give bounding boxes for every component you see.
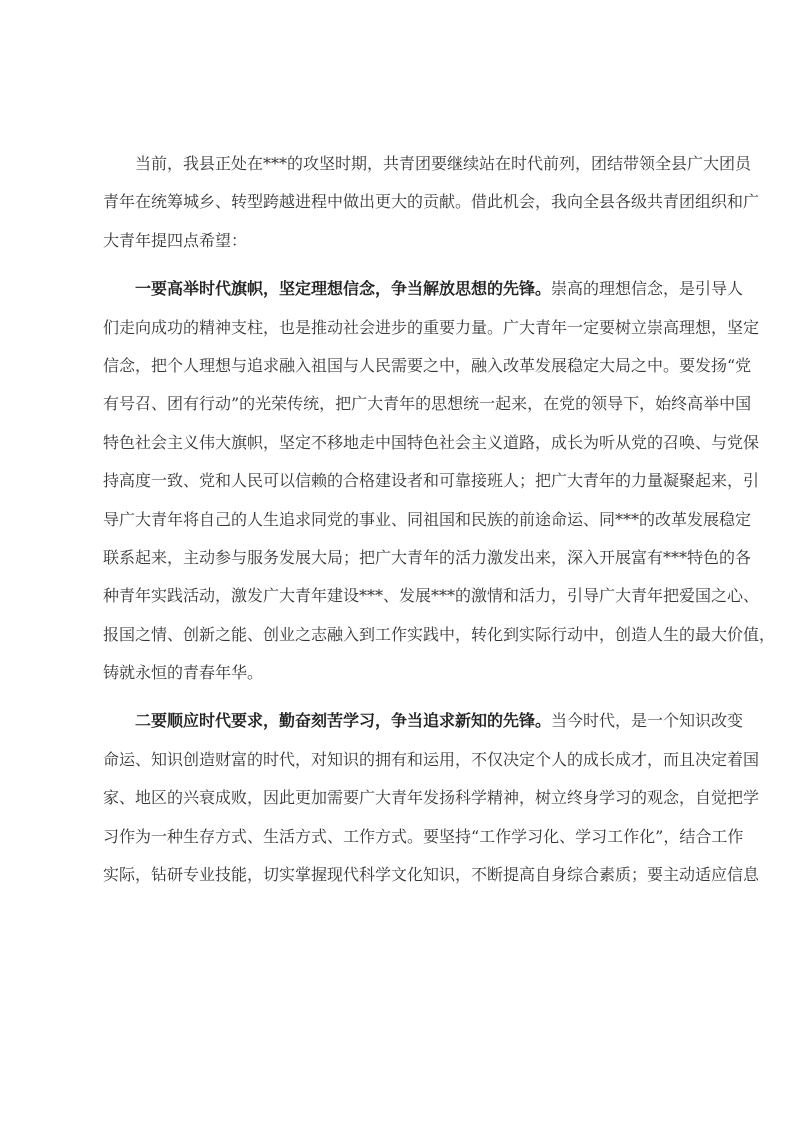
text-line: 习作为一种生存方式、生活方式、工作方式。要坚持“工作学习化、学习工作化”，结合工作 <box>103 826 744 846</box>
text-line: 家、地区的兴衰成败，因此更加需要广大青年发扬科学精神，树立终身学习的观念，自觉把学 <box>103 788 760 808</box>
paragraph-heading: 二要顺应时代要求，勤奋刻苦学习，争当追求新知的先锋。 <box>135 711 552 731</box>
text-line: 大青年提四点希望： <box>103 230 248 250</box>
text-line: 报国之情、创新之能、创业之志融入到工作实践中，转化到实际行动中，创造人生的最大价值， <box>103 624 776 644</box>
text-line: 有号召、团有行动”的光荣传统，把广大青年的思想统一起来，在党的领导下，始终高举中国 <box>103 394 752 414</box>
text-line <box>103 702 744 740</box>
text-span: 崇高的理想信念，是引导人 <box>551 279 744 299</box>
text-line: 实际，钻研专业技能，切实掌握现代科学文化知识，不断提高自身综合素质；要主动适应信息 <box>103 865 760 885</box>
text-span: 当今时代，是一个知识改变 <box>551 711 744 731</box>
paragraph-heading: 一要高举时代旗帜，坚定理想信念，争当解放思想的先锋。 <box>135 279 552 299</box>
text-line: 铸就永恒的青春年华。 <box>103 663 264 683</box>
text-line: 当前，我县正处在***的攻坚时期，共青团要继续站在时代前列，团结带领全县广大团员 <box>135 154 752 173</box>
text-line: 持高度一致、党和人民可以信赖的合格建设者和可靠接班人；把广大青年的力量凝聚起来，引 <box>103 471 760 491</box>
paragraph-intro <box>103 145 760 260</box>
text-line: 种青年实践活动，激发广大青年建设***、发展***的激情和活力，引导广大青年把爱国之心、 <box>103 586 760 606</box>
text-line: 导广大青年将自己的人生追求同党的事业、同祖国和民族的前途命运、同***的改革发展稳定 <box>103 509 752 529</box>
text-line <box>103 270 744 308</box>
text-line: 们走向成功的精神支柱，也是推动社会进步的重要力量。广大青年一定要树立崇高理想，坚定 <box>103 317 760 337</box>
document-page <box>103 145 776 904</box>
paragraph-hope-1 <box>103 270 776 692</box>
text-line: 命运、知识创造财富的时代，对知识的拥有和运用，不仅决定个人的成长成才，而且决定着国 <box>103 749 760 769</box>
paragraph-hope-2 <box>103 702 760 894</box>
text-line: 青年在统筹城乡、转型跨越进程中做出更大的贡献。借此机会，我向全县各级共青团组织和广 <box>103 192 760 212</box>
text-line: 联系起来，主动参与服务发展大局；把广大青年的活力激发出来，深入开展富有***特色的各 <box>103 547 752 567</box>
text-line: 特色社会主义伟大旗帜，坚定不移地走中国特色社会主义道路，成长为听从党的召唤、与党保 <box>103 432 760 452</box>
text-line: 信念，把个人理想与追求融入祖国与人民需要之中，融入改革发展稳定大局之中。要发扬“党 <box>103 355 752 375</box>
